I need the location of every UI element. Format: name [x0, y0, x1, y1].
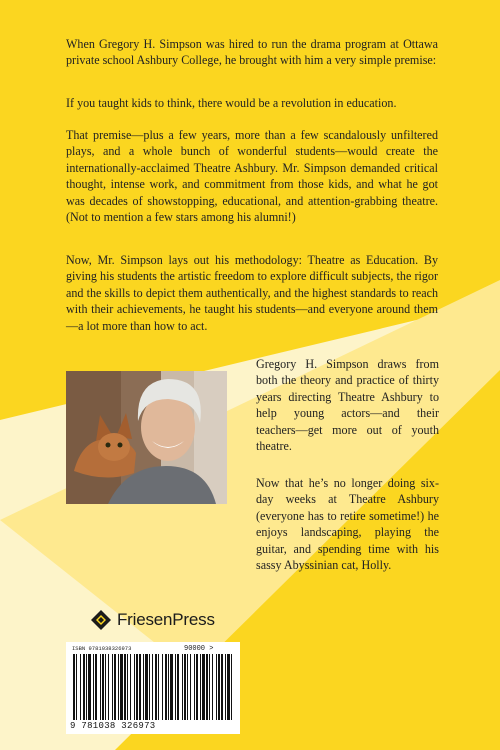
- author-bio-2: Now that he’s no longer doing six-day weeks at Theatre Ashbury (everyone has to retire sometime!) he enjoys landscaping, playing the guitar, and spending time with his sassy Abyssinian cat, Holly.: [256, 476, 439, 573]
- barcode-bar: [206, 654, 208, 720]
- barcode-bar: [145, 654, 148, 720]
- barcode-bar: [86, 654, 87, 720]
- friesenpress-logo-icon: [90, 609, 112, 631]
- blurb-paragraph-3: That premise—plus a few years, more than a few scandalously unfiltered plays, and a whole bunch of wonderful students—would create the internationally-acclaimed Theatre Ashbury. Mr. Simpson demanded critical thought, intense work, and commitment from those kids, and what he got was decades of showstopping, educational, and attention-grabbing theatre. (Not to mention a few stars among his alumni!): [66, 128, 438, 225]
- blurb-paragraph-1: When Gregory H. Simpson was hired to run the drama program at Ottawa private school Ashbury College, he brought with him a very simple premise:: [66, 37, 438, 68]
- author-with-cat-image: [66, 371, 227, 504]
- barcode-bar: [76, 654, 77, 720]
- barcode-bar: [212, 654, 213, 720]
- author-bio-1: Gregory H. Simpson draws from both the theory and practice of thirty years directing Theatre Ashbury to help young actors—and their teachers—get more out of youth theatre.: [256, 357, 439, 454]
- publisher-logo: [90, 605, 240, 639]
- barcode-bars: [72, 654, 234, 720]
- barcode: [66, 642, 240, 734]
- barcode-bar: [95, 654, 97, 720]
- barcode-bar: [209, 654, 210, 720]
- barcode-bar: [127, 654, 128, 720]
- barcode-bar: [177, 654, 179, 720]
- barcode-bar: [182, 654, 183, 720]
- barcode-bar: [143, 654, 144, 720]
- barcode-bar: [225, 654, 226, 720]
- barcode-bar: [221, 654, 223, 720]
- barcode-bar: [139, 654, 141, 720]
- barcode-bar: [168, 654, 169, 720]
- price-code: 90000 >: [184, 645, 214, 653]
- barcode-digits: 9 781038 326973: [70, 721, 156, 731]
- barcode-bar: [152, 654, 153, 720]
- barcode-bar: [114, 654, 116, 720]
- author-photo: [66, 371, 227, 504]
- barcode-bar: [73, 654, 75, 720]
- barcode-bar: [112, 654, 113, 720]
- barcode-bar: [200, 654, 201, 720]
- publisher-name: FriesenPress: [117, 610, 215, 629]
- barcode-bar: [194, 654, 195, 720]
- barcode-bar: [165, 654, 167, 720]
- barcode-bar: [130, 654, 131, 720]
- barcode-bar: [170, 654, 173, 720]
- barcode-bar: [227, 654, 230, 720]
- barcode-bar: [196, 654, 198, 720]
- barcode-bar: [108, 654, 109, 720]
- blurb-paragraph-4: Now, Mr. Simpson lays out his methodology: Theatre as Education. By giving his students the artistic freedom to explore difficult subjects, the rigor and the skills to depict them authentically, and the highest standards to reach with their achievements, he taught his students—and everyone around them—a lot more than how to act.: [66, 253, 438, 333]
- barcode-bar: [80, 654, 81, 720]
- barcode-bar: [124, 654, 126, 720]
- barcode-bar: [190, 654, 191, 720]
- barcode-bar: [175, 654, 176, 720]
- barcode-bar: [88, 654, 91, 720]
- barcode-bar: [83, 654, 85, 720]
- barcode-bar: [102, 654, 104, 720]
- barcode-bar: [216, 654, 217, 720]
- barcode-bar: [149, 654, 150, 720]
- barcode-bar: [105, 654, 106, 720]
- barcode-bar: [100, 654, 101, 720]
- blurb-paragraph-2: If you taught kids to think, there would be a revolution in education.: [66, 96, 397, 110]
- barcode-bar: [218, 654, 220, 720]
- barcode-bar: [187, 654, 188, 720]
- barcode-bar: [134, 654, 135, 720]
- barcode-bar: [162, 654, 163, 720]
- barcode-bar: [118, 654, 119, 720]
- barcode-bar: [231, 654, 232, 720]
- barcode-bar: [158, 654, 159, 720]
- barcode-bar: [120, 654, 123, 720]
- barcode-bar: [184, 654, 186, 720]
- barcode-bar: [155, 654, 157, 720]
- barcode-bar: [202, 654, 205, 720]
- isbn-label: ISBN 9781038326973: [72, 645, 132, 652]
- barcode-bar: [136, 654, 138, 720]
- barcode-bar: [93, 654, 94, 720]
